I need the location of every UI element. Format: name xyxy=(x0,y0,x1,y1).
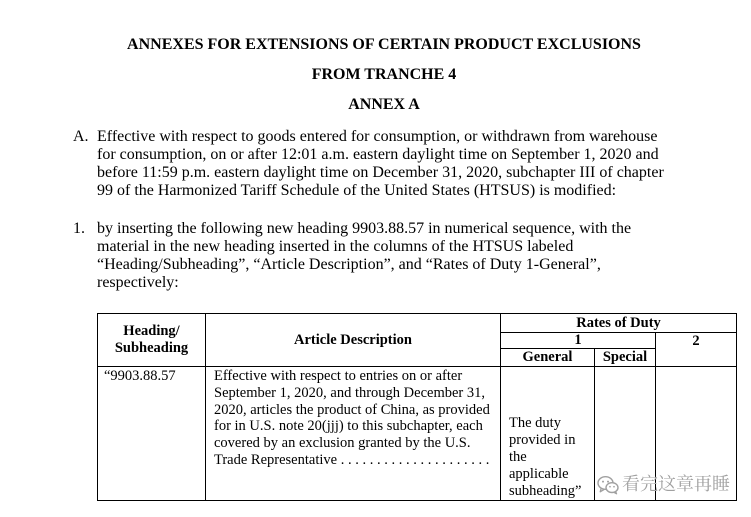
watermark-text: 看完这章再睡 xyxy=(622,474,730,495)
heading-number: “9903.88.57 xyxy=(104,368,176,384)
tariff-table xyxy=(97,313,737,501)
cell-heading xyxy=(98,367,206,501)
description-line: 2020, articles the product of China, as provided xyxy=(214,401,490,418)
paragraph-label: 1. xyxy=(73,220,85,237)
description-line: covered by an exclusion granted by the U.S. xyxy=(214,435,471,452)
paragraph-line: “Heading/Subheading”, “Article Description”, and “Rates of Duty 1-General”, xyxy=(97,256,601,273)
header-rates-of-duty: Rates of Duty xyxy=(501,314,737,333)
paragraph-line: 99 of the Harmonized Tariff Schedule of the United States (HTSUS) is modified: xyxy=(97,182,617,199)
paragraph-line: for consumption, on or after 12:01 a.m. eastern daylight time on September 1, 2020 and xyxy=(97,146,659,163)
description-line: September 1, 2020, and through December 31, xyxy=(214,384,485,401)
wechat-icon xyxy=(597,475,619,495)
paragraph-line: respectively: xyxy=(97,274,179,291)
general-line: provided in xyxy=(509,432,576,448)
paragraph-body xyxy=(97,128,664,200)
paragraph-line: by inserting the following new heading 9903.88.57 in numerical sequence, with the xyxy=(97,220,632,237)
paragraph-line: Effective with respect to goods entered for consumption, or withdrawn from warehouse xyxy=(97,128,658,145)
general-line: applicable xyxy=(509,466,569,482)
general-line: subheading” xyxy=(509,483,582,499)
cell-general xyxy=(501,367,595,501)
header-special: Special xyxy=(595,349,656,367)
watermark xyxy=(597,474,730,496)
document-title: ANNEXES FOR EXTENSIONS OF CERTAIN PRODUCT EXCLUSIONS xyxy=(127,36,641,53)
annex-titles xyxy=(73,30,695,120)
header-heading-subheading xyxy=(98,314,206,367)
description-line: Effective with respect to entries on or after xyxy=(214,368,463,384)
description-line: Trade Representative . . . . . . . . . . . . . . . . . . . . . xyxy=(214,451,490,468)
description-line: for in U.S. note 20(jjj) to this subchapter, each xyxy=(214,418,483,435)
paragraph-line: before 11:59 p.m. eastern daylight time on December 31, 2020, subchapter III of chapter xyxy=(97,164,664,181)
cell-article-description xyxy=(206,367,501,501)
general-line: the xyxy=(509,449,527,465)
paragraph-body xyxy=(97,220,631,292)
header-general: General xyxy=(501,349,595,367)
annex-heading: ANNEX A xyxy=(348,96,420,113)
header-subheading-line: Subheading xyxy=(114,340,189,356)
general-line: The duty xyxy=(509,415,561,431)
header-column-1: 1 xyxy=(501,333,656,349)
header-article-description: Article Description xyxy=(206,314,501,367)
header-row-1 xyxy=(98,314,737,333)
header-column-2: 2 xyxy=(656,333,737,367)
paragraph-line: material in the new heading inserted in the columns of the HTSUS labeled xyxy=(97,238,574,255)
paragraph-label: A. xyxy=(73,128,89,145)
header-heading-line: Heading/ xyxy=(123,323,180,339)
document-subtitle: FROM TRANCHE 4 xyxy=(311,66,457,83)
